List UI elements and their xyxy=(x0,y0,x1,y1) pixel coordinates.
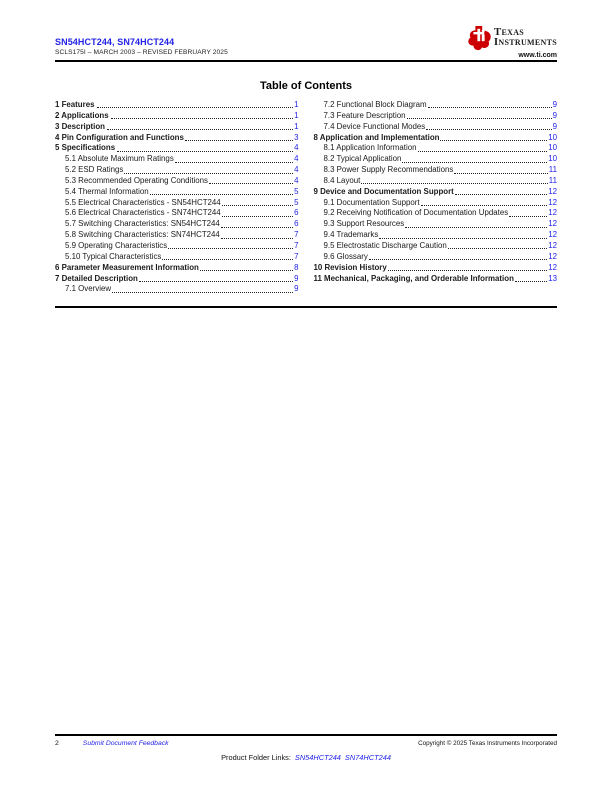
toc-entry[interactable] xyxy=(55,208,299,219)
toc-entry[interactable] xyxy=(55,187,299,198)
doc-revision-line: SCLS175I – MARCH 2003 – REVISED FEBRUARY 2025 xyxy=(55,49,228,56)
toc-page-number: 10 xyxy=(548,154,557,164)
toc-entry-text: 5.9 Operating Characteristics xyxy=(65,240,168,250)
part-numbers-link[interactable]: SN54HCT244, SN74HCT244 xyxy=(55,37,175,47)
toc-entry-text: 7.4 Device Functional Modes xyxy=(323,121,426,131)
footer-rule xyxy=(55,734,557,736)
toc-right-column xyxy=(314,100,558,295)
toc-entry[interactable] xyxy=(55,284,299,295)
page-header xyxy=(55,0,557,63)
toc-entry[interactable] xyxy=(314,100,558,111)
toc-page-number: 9 xyxy=(552,121,557,131)
toc-entry-text: 9.5 Electrostatic Discharge Caution xyxy=(323,240,447,250)
toc-leader-dots xyxy=(428,107,552,108)
toc-entry[interactable] xyxy=(314,198,558,209)
toc-entry[interactable] xyxy=(314,111,558,122)
toc-leader-dots xyxy=(168,248,293,249)
toc-entry[interactable] xyxy=(55,154,299,165)
toc-page-number: 13 xyxy=(548,273,557,283)
product-folder-link[interactable]: SN74HCT244 xyxy=(344,753,391,762)
toc-page-number: 8 xyxy=(294,262,299,272)
toc-leader-dots xyxy=(185,140,293,141)
toc-leader-dots xyxy=(112,292,293,293)
toc-leader-dots xyxy=(124,173,293,174)
toc-leader-dots xyxy=(117,151,293,152)
toc-entry-text: 8 Application and Implementation xyxy=(313,132,440,142)
toc-entry[interactable] xyxy=(55,198,299,209)
toc-leader-dots xyxy=(111,118,293,119)
toc-page-number: 11 xyxy=(548,165,557,175)
product-folder-line xyxy=(0,753,612,762)
toc-leader-dots xyxy=(200,270,293,271)
toc-leader-dots xyxy=(509,216,547,217)
toc-page-number: 12 xyxy=(548,219,557,229)
toc-entry-text: 9.4 Trademarks xyxy=(323,230,379,240)
toc-page-number: 12 xyxy=(548,186,557,196)
toc-entry[interactable] xyxy=(314,230,558,241)
toc-entry-text: 5.2 ESD Ratings xyxy=(65,165,124,175)
toc-leader-dots xyxy=(139,281,293,282)
toc-entry[interactable] xyxy=(314,208,558,219)
toc-entry-text: 5.3 Recommended Operating Conditions xyxy=(65,175,208,185)
toc-entry[interactable] xyxy=(55,100,299,111)
toc-entry[interactable] xyxy=(55,111,299,122)
toc-leader-dots xyxy=(448,248,547,249)
toc-entry-text: 8.1 Application Information xyxy=(323,143,417,153)
toc-entry-text: 5.8 Switching Characteristics: SN74HCT244 xyxy=(65,230,220,240)
toc-leader-dots xyxy=(454,173,547,174)
toc-page-number: 4 xyxy=(294,175,299,185)
toc-leader-dots xyxy=(175,162,293,163)
toc-left-column xyxy=(55,100,299,295)
toc-entry-text: 9.3 Support Resources xyxy=(323,219,405,229)
ti-wordmark: Texas Instruments xyxy=(493,26,557,48)
header-rule xyxy=(55,60,557,62)
toc-entry-text: 5.7 Switching Characteristics: SN54HCT244 xyxy=(65,219,220,229)
toc-entry[interactable] xyxy=(314,176,558,187)
toc-page-number: 9 xyxy=(552,100,557,109)
toc-leader-dots xyxy=(361,183,547,184)
toc-entry-text: 10 Revision History xyxy=(313,262,387,272)
toc-leader-dots xyxy=(150,194,293,195)
toc-leader-dots xyxy=(426,129,551,130)
toc-entry[interactable] xyxy=(55,122,299,133)
toc-leader-dots xyxy=(418,151,548,152)
toc-entry-text: 3 Description xyxy=(55,121,105,131)
toc-bottom-rule xyxy=(55,306,557,308)
ti-website-link[interactable]: www.ti.com xyxy=(518,52,557,59)
toc-entry-text: 7.2 Functional Block Diagram xyxy=(323,100,427,109)
toc-page-number: 9 xyxy=(552,110,557,120)
toc-leader-dots xyxy=(405,227,547,228)
toc-page-number: 1 xyxy=(294,100,299,109)
toc-page-number: 3 xyxy=(294,132,299,142)
toc-entry[interactable] xyxy=(55,252,299,263)
toc-entry[interactable] xyxy=(55,241,299,252)
ti-logo-icon xyxy=(467,25,491,51)
toc-entry-text: 5.10 Typical Characteristics xyxy=(65,251,162,261)
toc-page-number: 6 xyxy=(294,219,299,229)
toc-leader-dots xyxy=(407,118,552,119)
toc-page-number: 12 xyxy=(548,240,557,250)
toc-entry-text: 9.2 Receiving Notification of Documentation Updates xyxy=(323,208,509,218)
toc-page-number: 11 xyxy=(548,175,557,185)
product-folder-link[interactable]: SN54HCT244 xyxy=(294,753,341,762)
toc-entry-text: 9 Device and Documentation Support xyxy=(313,186,454,196)
toc-page-number: 12 xyxy=(548,197,557,207)
ti-logo-block xyxy=(437,25,557,59)
toc-entry[interactable] xyxy=(55,274,299,285)
toc-leader-dots xyxy=(515,281,547,282)
submit-feedback-link[interactable]: Submit Document Feedback xyxy=(82,740,169,747)
toc-entry[interactable] xyxy=(55,133,299,144)
toc-leader-dots xyxy=(222,205,293,206)
toc-leader-dots xyxy=(369,259,547,260)
toc-entry[interactable] xyxy=(55,263,299,274)
toc-page-number: 4 xyxy=(294,154,299,164)
toc-leader-dots xyxy=(379,238,547,239)
toc-columns xyxy=(55,100,557,295)
toc-entry[interactable] xyxy=(314,219,558,230)
toc-entry-text: 5.1 Absolute Maximum Ratings xyxy=(65,154,174,164)
toc-entry-text: 8.3 Power Supply Recommendations xyxy=(323,165,454,175)
toc-leader-dots xyxy=(221,227,293,228)
toc-entry-text: 11 Mechanical, Packaging, and Orderable Information xyxy=(313,273,514,283)
toc-leader-dots xyxy=(440,140,547,141)
toc-leader-dots xyxy=(221,238,293,239)
toc-leader-dots xyxy=(421,205,548,206)
toc-page-number: 9 xyxy=(294,284,299,294)
toc-entry[interactable] xyxy=(314,274,558,285)
toc-entry[interactable] xyxy=(314,154,558,165)
toc-entry[interactable] xyxy=(314,263,558,274)
product-folder-label: Product Folder Links: xyxy=(221,753,291,762)
toc-entry-text: 7.3 Feature Description xyxy=(323,110,406,120)
toc-entry[interactable] xyxy=(55,143,299,154)
toc-page-number: 10 xyxy=(548,143,557,153)
toc-entry-text: 5.5 Electrical Characteristics - SN54HCT244 xyxy=(65,197,221,207)
page-number: 2 xyxy=(55,740,59,747)
copyright-text: Copyright © 2025 Texas Instruments Incorporated xyxy=(418,740,557,747)
toc-leader-dots xyxy=(162,259,293,260)
footer-row xyxy=(55,740,557,747)
toc-page-number: 12 xyxy=(548,251,557,261)
toc-page-number: 1 xyxy=(294,121,299,131)
toc-entry[interactable] xyxy=(314,133,558,144)
toc-page-number: 7 xyxy=(294,251,299,261)
toc-leader-dots xyxy=(455,194,547,195)
toc-entry[interactable] xyxy=(314,122,558,133)
toc-page-number: 9 xyxy=(294,273,299,283)
toc-entry[interactable] xyxy=(314,241,558,252)
toc-entry[interactable] xyxy=(314,252,558,263)
toc-entry-text: 6 Parameter Measurement Information xyxy=(55,262,199,272)
toc-page-number: 12 xyxy=(548,230,557,240)
toc-page-number: 12 xyxy=(548,262,557,272)
toc-page-number: 4 xyxy=(294,165,299,175)
toc-page-number: 7 xyxy=(294,240,299,250)
toc-leader-dots xyxy=(107,129,293,130)
toc-entry[interactable] xyxy=(314,187,558,198)
toc-page-number: 12 xyxy=(548,208,557,218)
toc-entry-text: 7.1 Overview xyxy=(65,284,112,294)
toc-page-number: 7 xyxy=(294,230,299,240)
toc-entry-text: 4 Pin Configuration and Functions xyxy=(55,132,184,142)
toc-entry[interactable] xyxy=(55,219,299,230)
toc-leader-dots xyxy=(97,107,293,108)
toc-leader-dots xyxy=(209,183,293,184)
toc-entry-text: 9.6 Glossary xyxy=(323,251,368,261)
toc-entry-text: 5.6 Electrical Characteristics - SN74HCT244 xyxy=(65,208,221,218)
toc-entry[interactable] xyxy=(55,230,299,241)
toc-title: Table of Contents xyxy=(259,80,353,92)
toc-page-number: 5 xyxy=(294,197,299,207)
toc-entry[interactable] xyxy=(314,143,558,154)
toc-entry[interactable] xyxy=(314,165,558,176)
toc-entry-text: 8.2 Typical Application xyxy=(323,154,402,164)
toc-entry-text: 2 Applications xyxy=(55,110,109,120)
toc-entry-text: 8.4 Layout xyxy=(323,175,361,185)
toc-leader-dots xyxy=(402,162,547,163)
toc-entry-text: 1 Features xyxy=(55,100,95,109)
toc-page-number: 4 xyxy=(294,143,299,153)
toc-leader-dots xyxy=(222,216,293,217)
toc-entry-text: 5.4 Thermal Information xyxy=(65,186,149,196)
toc-entry[interactable] xyxy=(55,176,299,187)
toc-page-number: 6 xyxy=(294,208,299,218)
toc-page-number: 1 xyxy=(294,110,299,120)
toc-entry-text: 5 Specifications xyxy=(55,143,116,153)
toc-entry-text: 7 Detailed Description xyxy=(55,273,138,283)
toc-page-number: 5 xyxy=(294,186,299,196)
toc-entry-text: 9.1 Documentation Support xyxy=(323,197,420,207)
toc-leader-dots xyxy=(388,270,547,271)
toc-entry[interactable] xyxy=(55,165,299,176)
toc-page-number: 10 xyxy=(548,132,557,142)
